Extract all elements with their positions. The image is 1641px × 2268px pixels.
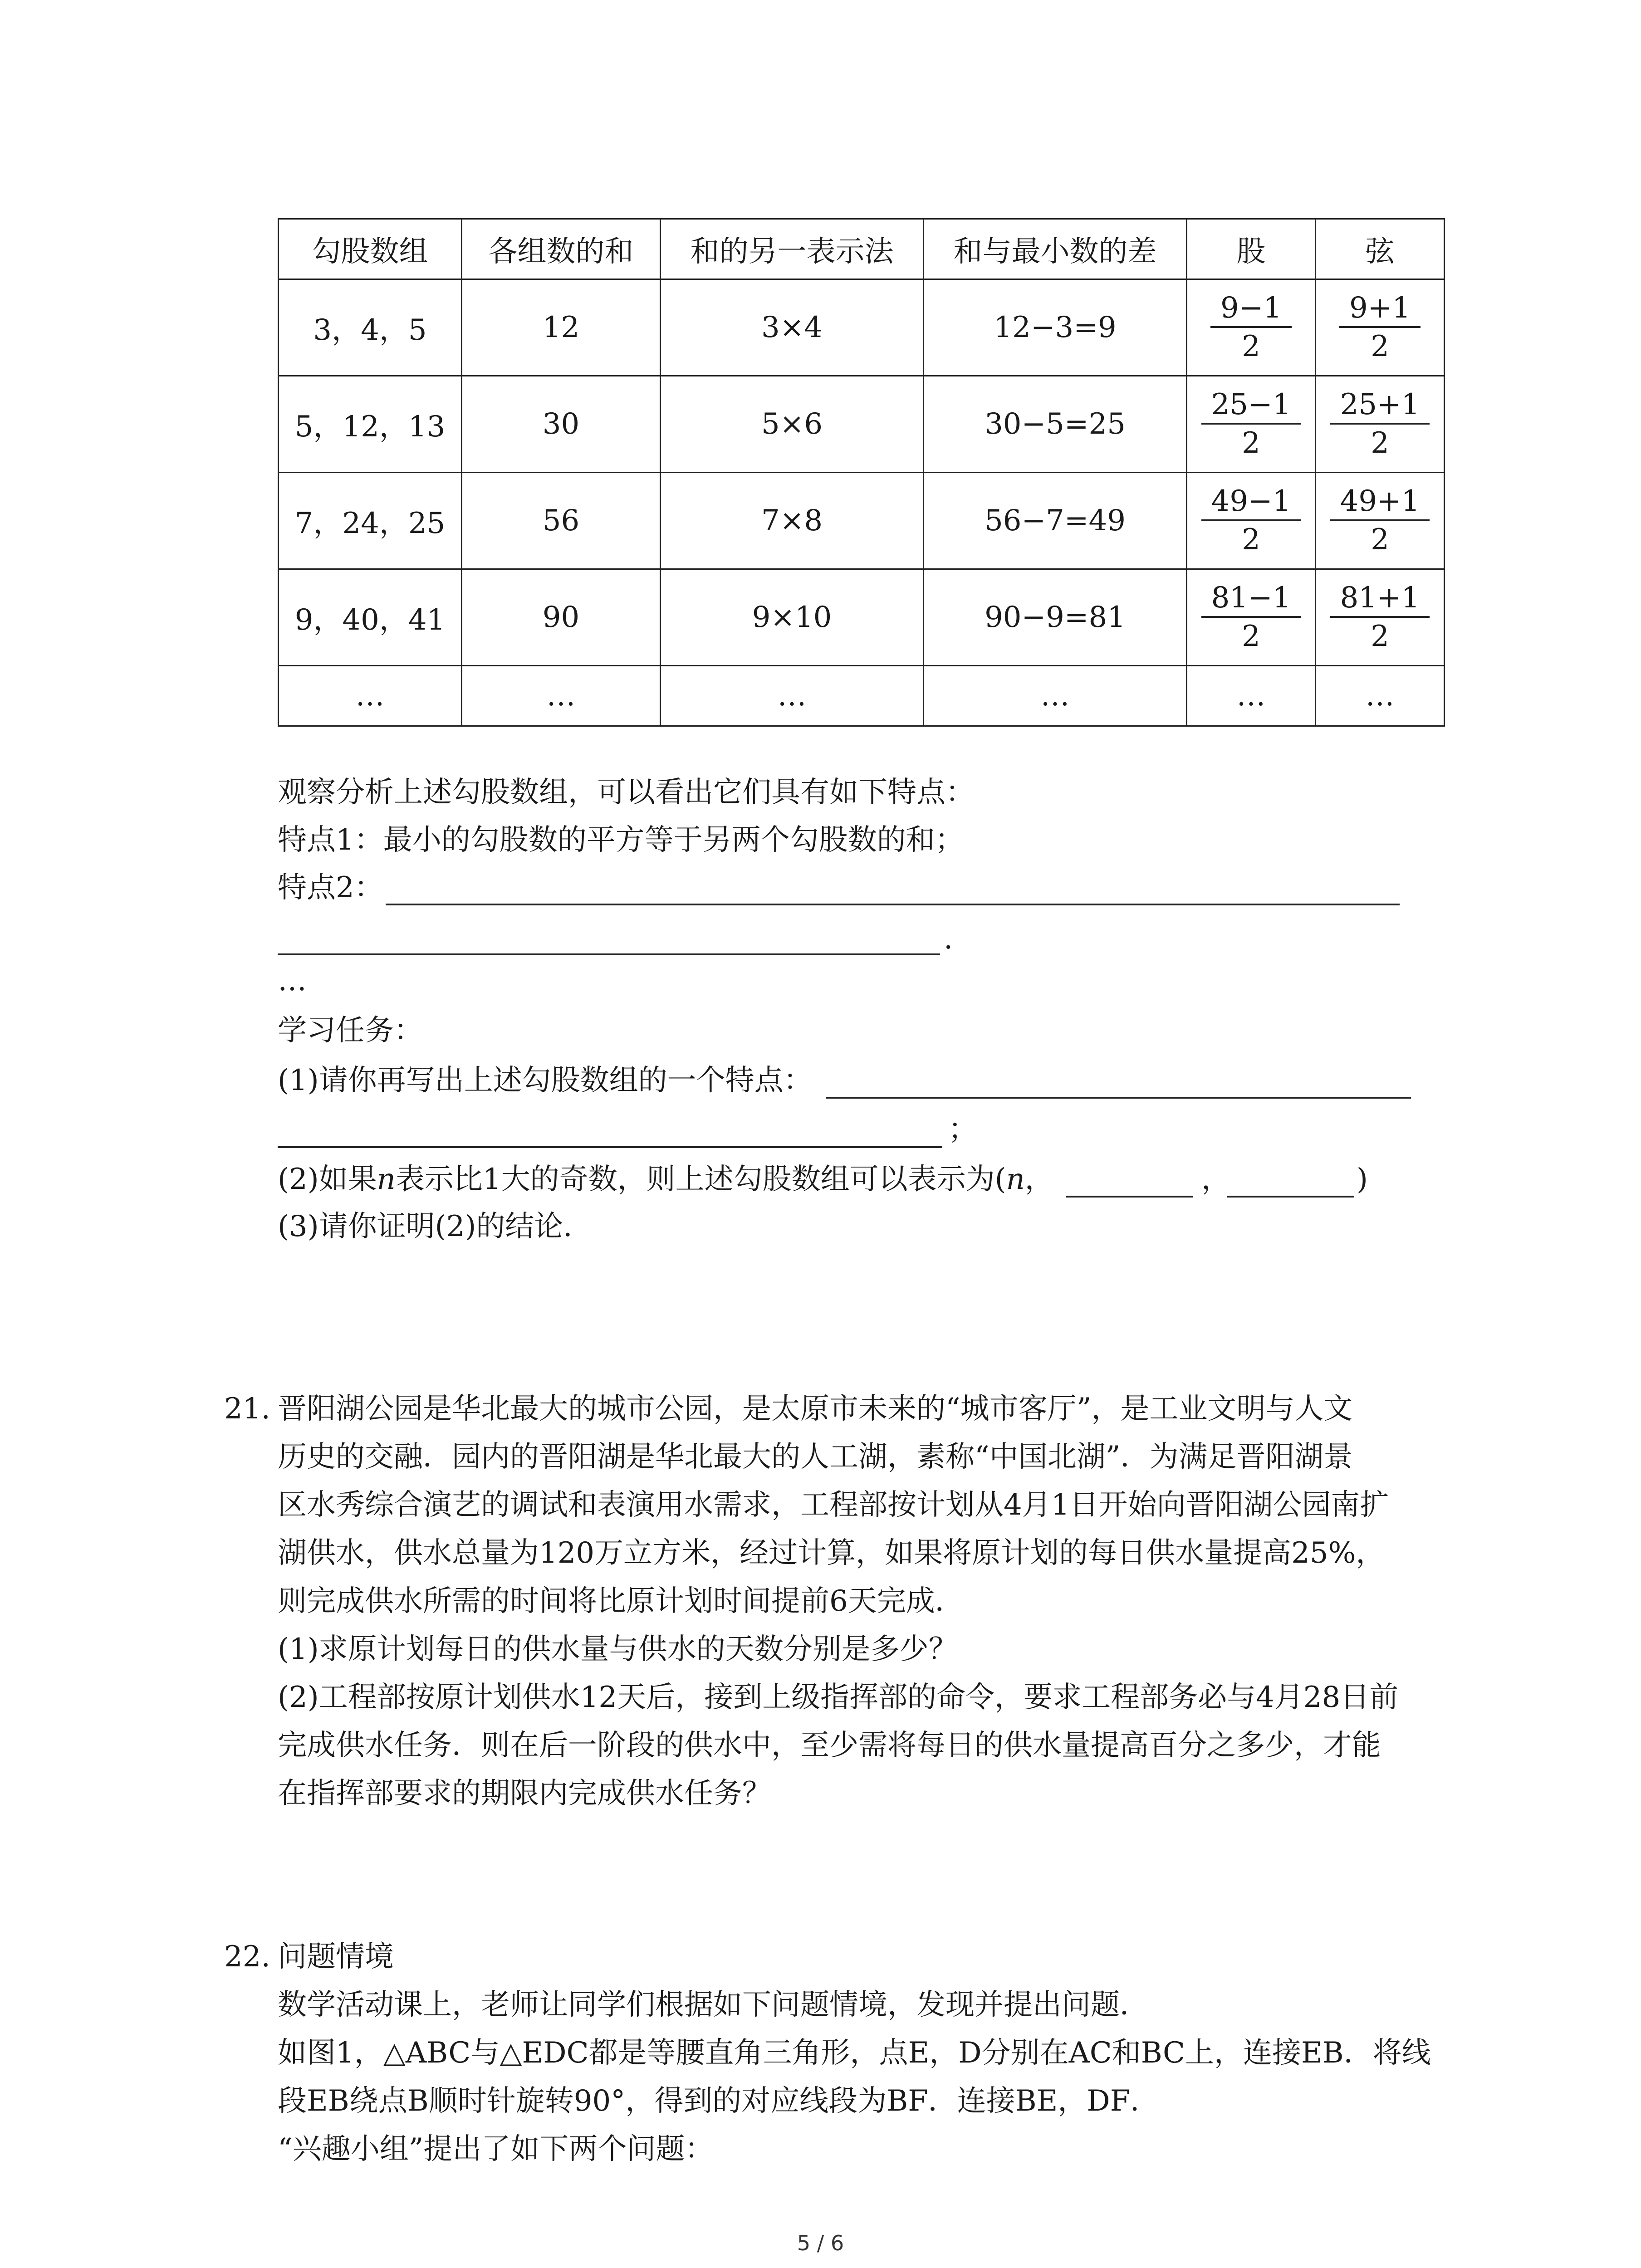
ellipsis-cell: … [924,666,1187,726]
task-2-text: 表示比1大的奇数，则上述勾股数组可以表示为( [395,1163,1006,1196]
close-paren: ) [1357,1163,1368,1196]
answer-blank[interactable] [826,1097,1411,1099]
cell-product: 5×6 [661,376,924,473]
cell-sum: 12 [462,279,661,376]
fraction-numerator: 49+1 [1330,486,1430,521]
comma: ， [1201,1163,1230,1196]
ellipsis-cell: … [279,666,462,726]
ellipsis: … [278,964,307,997]
cell-diff: 90−9=81 [924,569,1187,666]
cell-gu [1187,279,1316,376]
fraction [1330,486,1430,555]
ellipsis-cell: … [462,666,661,726]
question-21-line: 则完成供水所需的时间将比原计划时间提前6天完成． [278,1584,964,1618]
question-22-line: 如图1，△ABC与△EDC都是等腰直角三角形，点E，D分别在AC和BC上，连接EB．将线 [278,2036,1431,2070]
task-1: (1)请你再写出上述勾股数组的一个特点： [278,1064,813,1097]
ellipsis-cell: … [661,666,924,726]
question-22-line: “兴趣小组”提出了如下两个问题： [278,2132,714,2166]
answer-blank[interactable] [278,953,940,955]
fraction-denominator: 2 [1242,426,1260,460]
question-21-line: (1)求原计划每日的供水量与供水的天数分别是多少？ [278,1633,958,1666]
cell-sum: 56 [462,473,661,569]
fraction [1201,583,1301,652]
fraction-denominator: 2 [1371,620,1389,653]
semicolon: ； [948,1113,977,1146]
task-2-text: (2)如果 [278,1163,377,1196]
header-product: 和的另一表示法 [661,219,924,279]
cell-group: 7，24，25 [279,473,462,569]
task-title: 学习任务： [278,1014,423,1047]
answer-blank[interactable] [1066,1196,1193,1198]
comma: ， [1024,1163,1054,1196]
fraction-denominator: 2 [1242,620,1260,653]
cell-diff: 12−3=9 [924,279,1187,376]
cell-diff: 56−7=49 [924,473,1187,569]
table-row-ellipsis [279,666,1445,726]
cell-product: 7×8 [661,473,924,569]
header-sum: 各组数的和 [462,219,661,279]
cell-product: 3×4 [661,279,924,376]
cell-xian [1316,279,1445,376]
header-xian: 弦 [1316,219,1445,279]
fraction [1201,387,1301,460]
question-21-line: 完成供水任务．则在后一阶段的供水中，至少需将每日的供水量提高百分之多少，才能 [278,1729,1381,1762]
fraction [1330,583,1430,652]
fraction-numerator: 25+1 [1330,390,1430,425]
feature-1: 特点1：最小的勾股数的平方等于另两个勾股数的和； [278,823,964,857]
cell-gu [1187,569,1316,666]
fraction-denominator: 2 [1371,330,1389,363]
header-group: 勾股数组 [279,219,462,279]
fraction-denominator: 2 [1371,523,1389,557]
task-2 [278,1165,1054,1194]
fraction-numerator: 9+1 [1339,293,1421,328]
question-21-line: 湖供水，供水总量为120万立方米，经过计算，如果将原计划的每日供水量提高25%， [278,1536,1385,1570]
cell-xian [1316,376,1445,473]
question-number: 22. [224,1940,270,1974]
pythagorean-table [278,218,1445,727]
ellipsis-cell: … [1187,666,1316,726]
page-number: 5 / 6 [797,2231,844,2255]
cell-xian [1316,473,1445,569]
answer-blank[interactable] [386,904,1400,905]
table-header-row [279,219,1445,279]
table-row [279,376,1445,473]
period: . [944,922,953,956]
fraction-numerator: 49−1 [1201,486,1301,521]
fraction-numerator: 81+1 [1330,583,1430,618]
observation-intro: 观察分析上述勾股数组，可以看出它们具有如下特点： [278,776,975,809]
fraction [1210,293,1292,362]
question-21-line: 区水秀综合演艺的调试和表演用水需求，工程部按计划从4月1日开始向晋阳湖公园南扩 [278,1488,1389,1522]
question-21-line: 晋阳湖公园是华北最大的城市公园，是太原市未来的“城市客厅”，是工业文明与人文 [278,1392,1353,1426]
cell-product: 9×10 [661,569,924,666]
table-row [279,473,1445,569]
cell-gu [1187,376,1316,473]
fraction [1339,293,1421,362]
fraction-numerator: 81−1 [1201,583,1301,618]
fraction-denominator: 2 [1242,523,1260,557]
cell-sum: 90 [462,569,661,666]
cell-diff: 30−5=25 [924,376,1187,473]
cell-sum: 30 [462,376,661,473]
task-3: (3)请你证明(2)的结论. [278,1210,573,1243]
question-22-line: 数学活动课上，老师让同学们根据如下问题情境，发现并提出问题． [278,1988,1149,2022]
fraction [1330,387,1430,460]
question-21-line: 历史的交融．园内的晋阳湖是华北最大的人工湖，素称“中国北湖”．为满足晋阳湖景 [278,1440,1353,1474]
cell-group: 9，40，41 [279,569,462,666]
variable-n: n [377,1163,396,1196]
cell-xian [1316,569,1445,666]
table-row [279,279,1445,376]
answer-blank[interactable] [1227,1196,1354,1198]
cell-group: 3，4，5 [279,279,462,376]
fraction [1201,486,1301,555]
feature-2-label: 特点2： [278,871,383,904]
answer-blank[interactable] [278,1146,942,1148]
question-number: 21. [224,1392,270,1426]
ellipsis-cell: … [1316,666,1445,726]
fraction-numerator: 25−1 [1201,390,1301,425]
variable-n: n [1006,1163,1025,1196]
cell-group: 5，12，13 [279,376,462,473]
fraction-denominator: 2 [1242,330,1260,363]
question-22-title: 问题情境 [278,1940,394,1974]
fraction-numerator: 9−1 [1210,293,1292,328]
fraction-denominator: 2 [1371,426,1389,460]
table-row [279,569,1445,666]
cell-gu [1187,473,1316,569]
header-gu: 股 [1187,219,1316,279]
header-diff: 和与最小数的差 [924,219,1187,279]
question-22-line: 段EB绕点B顺时针旋转90°，得到的对应线段为BF．连接BE，DF． [278,2084,1160,2118]
question-21-line: 在指挥部要求的期限内完成供水任务？ [278,1777,771,1810]
question-21-line: (2)工程部按原计划供水12天后，接到上级指挥部的命令，要求工程部务必与4月28日前 [278,1681,1399,1714]
